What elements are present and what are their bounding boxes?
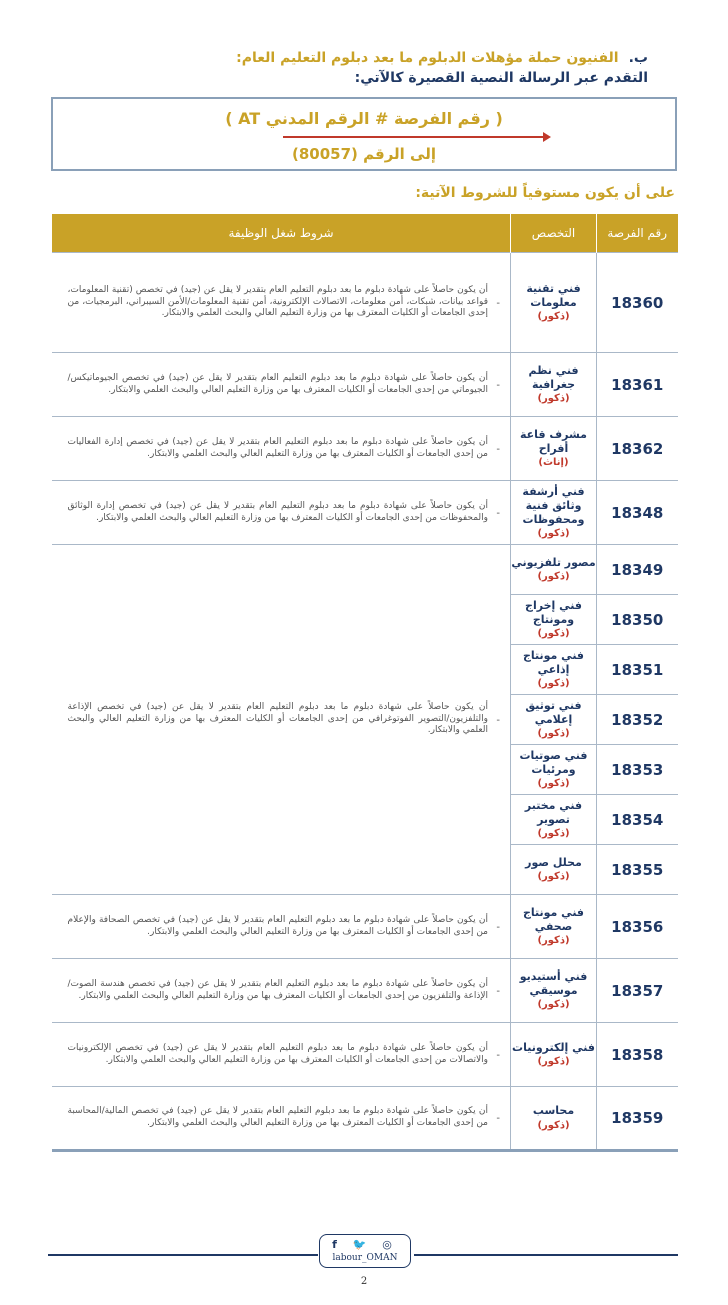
job-title: مصور تلفزيوني (ذكور) [511,545,597,595]
table-row [52,253,678,353]
job-conditions: - أن يكون حاصلاً على شهادة دبلوم ما بعد دبلوم التعليم العام بتقدير لا يقل عن (جيد) في تخصص إدارة الفعاليات من إحدى الجامعات أو الكليات المعترف بها من وزارة التعليم العالي والبحث العلمي والابتكار. [52,417,511,481]
table-row [52,959,678,1023]
job-number: 18358 [597,1023,678,1087]
table-header-row [52,214,678,253]
arrow-icon [283,136,549,138]
table-row [52,1087,678,1151]
job-conditions: - أن يكون حاصلاً على شهادة دبلوم ما بعد دبلوم التعليم العام بتقدير لا يقل عن (جيد) في تخصص هندسة الصوت/الإذاعة والتلفزيون من إحدى الجامعات أو الكليات المعترف بها من وزارة التعليم العالي والبحث العلمي والابتكار. [52,959,511,1023]
job-number: 18359 [597,1087,678,1151]
job-title: محاسب (ذكور) [511,1087,597,1151]
job-title: مشرف قاعة أفراح (إناث) [511,417,597,481]
job-title: فني نظم جغرافية (ذكور) [511,353,597,417]
gender-label: (ذكور) [537,571,570,583]
job-title: فني توثيق إعلامي (ذكور) [511,695,597,745]
job-number: 18361 [597,353,678,417]
section-marker: ب. [628,50,648,66]
gender-label: (ذكور) [537,1056,570,1068]
header-num: رقم الفرصة [597,214,678,253]
job-conditions: - أن يكون حاصلاً على شهادة دبلوم ما بعد دبلوم التعليم العام بتقدير لا يقل عن (جيد) في تخصص (تقنية المعلومات، قواعد بيانات، شبكات، أمن معلومات، الاتصالات الإلكترونية، أمن تقنية المعلومات/الأمن السيبراني، البرمجيات، من إحدى الجامعات أو الكليات المعترف بها من وزارة التعليم العالي والبحث العلمي والابتكار. [52,253,511,353]
job-number: 18351 [597,645,678,695]
table-row [52,545,678,595]
header-cond: شروط شغل الوظيفة [52,214,511,253]
job-number: 18362 [597,417,678,481]
job-title: فني صوتيات ومرئيات (ذكور) [511,745,597,795]
table-row [52,417,678,481]
job-title: فني مختبر تصوير (ذكور) [511,795,597,845]
gender-label: (ذكور) [537,311,570,323]
sms-format-box [51,97,677,171]
job-conditions: - أن يكون حاصلاً على شهادة دبلوم ما بعد دبلوم التعليم العام بتقدير لا يقل عن (جيد) في تخصص الإلكترونيات والاتصالات من إحدى الجامعات أو الكليات المعترف بها من وزارة التعليم العالي والبحث العلمي والابتكار. [52,1023,511,1087]
gender-label: (ذكور) [537,778,570,790]
job-number: 18353 [597,745,678,795]
footer-divider-right [414,1254,678,1256]
gender-label: (ذكور) [537,828,570,840]
gender-label: (ذكور) [537,935,570,947]
job-number: 18360 [597,253,678,353]
gender-label: (ذكور) [537,999,570,1011]
gender-label: (ذكور) [537,393,570,405]
job-number: 18355 [597,845,678,895]
job-number: 18357 [597,959,678,1023]
job-title: فني مونتاج إذاعي (ذكور) [511,645,597,695]
gender-label: (ذكور) [537,628,570,640]
footer-divider-left [48,1254,318,1256]
gender-label: (ذكور) [537,871,570,883]
job-title: فني تقنية معلومات (ذكور) [511,253,597,353]
conditions-intro: على أن يكون مستوفياً للشروط الآتية: [415,185,675,201]
gender-label: (إناث) [538,457,569,469]
job-number: 18352 [597,695,678,745]
section-subtitle: التقدم عبر الرسالة النصية القصيرة كالآتي: [354,70,648,86]
table-row [52,1023,678,1087]
job-title: فني إلكترونيات (ذكور) [511,1023,597,1087]
page-number: 2 [360,1276,368,1287]
social-icons: f 🐦 ◎ [332,1238,398,1251]
table-row [52,895,678,959]
job-conditions: - أن يكون حاصلاً على شهادة دبلوم ما بعد دبلوم التعليم العام بتقدير لا يقل عن (جيد) في تخصص الصحافة والإعلام من إحدى الجامعات أو الكليات المعترف بها من وزارة التعليم العالي والبحث العلمي والابتكار. [52,895,511,959]
job-title: فني أرشفة وثائق فنية ومحفوظات (ذكور) [511,481,597,545]
job-number: 18354 [597,795,678,845]
gender-label: (ذكور) [537,678,570,690]
social-handle: labour_OMAN [332,1253,398,1263]
header-spec: التخصص [511,214,597,253]
job-number: 18349 [597,545,678,595]
gender-label: (ذكور) [537,528,570,540]
job-conditions: - أن يكون حاصلاً على شهادة دبلوم ما بعد دبلوم التعليم العام بتقدير لا يقل عن (جيد) في تخصص المالية/المحاسبة من إحدى الجامعات أو الكليات المعترف بها من وزارة التعليم العالي والبحث العلمي والابتكار. [52,1087,511,1151]
table-row [52,481,678,545]
section-heading [236,50,648,66]
sms-format-text: ( رقم الفرصة # الرقم المدني AT ) [225,109,503,128]
job-conditions-group: - أن يكون حاصلاً على شهادة دبلوم ما بعد دبلوم التعليم العام بتقدير لا يقل عن (جيد) في تخصص الإذاعة والتلفزيون/التصوير الفوتوغرافي من إحدى الجامعات أو الكليات المعترف بها من وزارة التعليم العالي والبحث العلمي والابتكار. [52,545,511,895]
job-conditions: - أن يكون حاصلاً على شهادة دبلوم ما بعد دبلوم التعليم العام بتقدير لا يقل عن (جيد) في تخصص إدارة الوثائق والمحفوظات من إحدى الجامعات أو الكليات المعترف بها من وزارة التعليم العالي والبحث العلمي والابتكار. [52,481,511,545]
job-conditions: - أن يكون حاصلاً على شهادة دبلوم ما بعد دبلوم التعليم العام بتقدير لا يقل عن (جيد) في تخصص الجيوماتيكس/الجيوماتي من إحدى الجامعات أو الكليات المعترف بها من وزارة التعليم العالي والبحث العلمي والابتكار. [52,353,511,417]
gender-label: (ذكور) [537,728,570,740]
jobs-table [51,214,678,1152]
job-number: 18348 [597,481,678,545]
job-title: فني إخراج ومونتاج (ذكور) [511,595,597,645]
job-title: محلل صور (ذكور) [511,845,597,895]
gender-label: (ذكور) [537,1119,570,1131]
job-number: 18356 [597,895,678,959]
job-title: فني أستيديو موسيقي (ذكور) [511,959,597,1023]
social-badge[interactable] [319,1234,411,1268]
job-title: فني مونتاج صحفي (ذكور) [511,895,597,959]
sms-number-text: إلى الرقم (80057) [292,145,436,163]
section-title: الفنيون حملة مؤهلات الدبلوم ما بعد دبلوم التعليم العام: [236,50,619,66]
table-row [52,353,678,417]
job-number: 18350 [597,595,678,645]
